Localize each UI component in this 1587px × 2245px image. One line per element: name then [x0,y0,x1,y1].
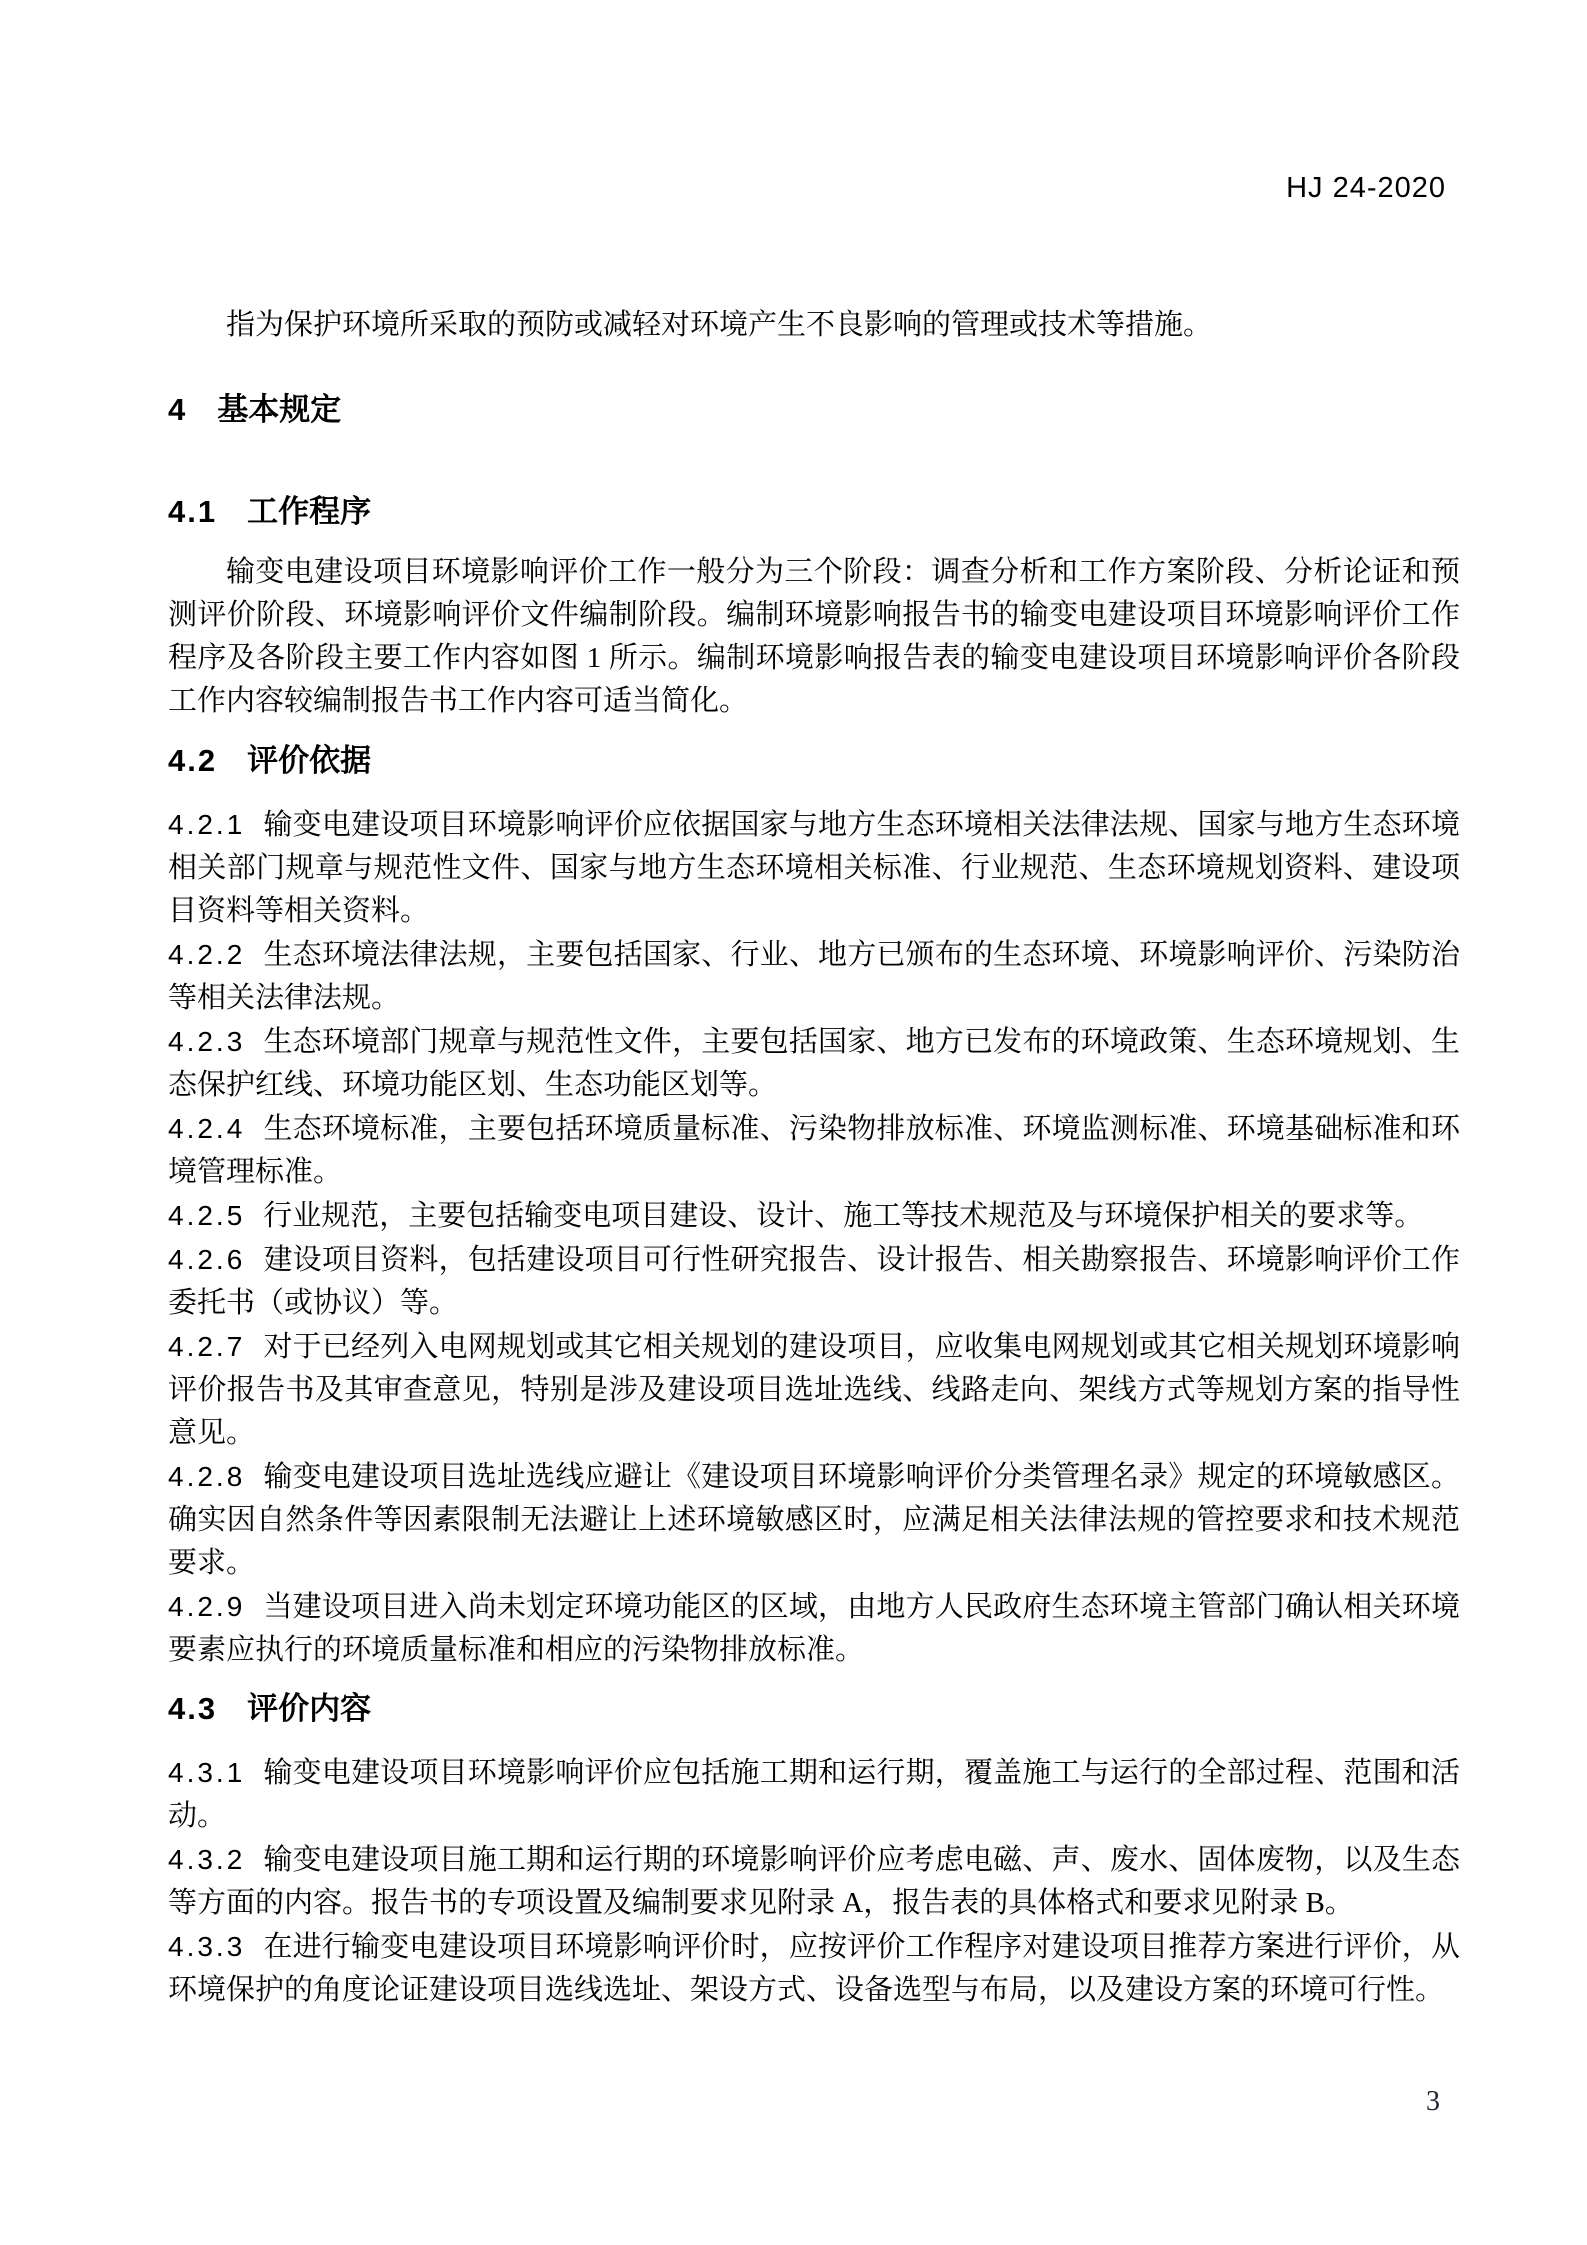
clause-number: 4.3.3 [168,1931,246,1962]
clause-number: 4.2.3 [168,1026,246,1057]
clause-number: 4.2.2 [168,939,246,970]
section-number-4-2: 4.2 [168,743,218,778]
page-number: 3 [1426,2086,1440,2117]
section-4-2-clauses [168,803,1460,1672]
clause-number: 4.2.8 [168,1461,246,1492]
section-number-4-3: 4.3 [168,1691,218,1726]
clause-4-3-3 [168,1925,1460,2012]
clause-4-3-2 [168,1838,1460,1925]
clause-text: 生态环境部门规章与规范性文件，主要包括国家、地方已发布的环境政策、生态环境规划、生态保护红线、环境功能区划、生态功能区划等。 [168,1026,1460,1101]
clause-4-2-8 [168,1455,1460,1585]
clause-text: 生态环境标准，主要包括环境质量标准、污染物排放标准、环境监测标准、环境基础标准和环境管理标准。 [168,1113,1460,1188]
section-number-4-1: 4.1 [168,494,218,529]
section-heading-4-2 [168,740,1460,782]
section-heading-4-3 [168,1688,1460,1730]
doc-header [168,0,1460,204]
clause-text: 生态环境法律法规，主要包括国家、行业、地方已颁布的生态环境、环境影响评价、污染防治等相关法律法规。 [168,939,1460,1014]
clause-text: 输变电建设项目施工期和运行期的环境影响评价应考虑电磁、声、废水、固体废物，以及生态等方面的内容。报告书的专项设置及编制要求见附录 A，报告表的具体格式和要求见附录 B。 [168,1844,1460,1919]
section-heading-4-1 [168,491,1460,533]
clause-number: 4.2.4 [168,1113,246,1144]
intro-paragraph: 指为保护环境所采取的预防或减轻对环境产生不良影响的管理或技术等措施。 [226,309,1213,341]
clause-number: 4.2.6 [168,1244,246,1275]
clause-number: 4.2.5 [168,1200,246,1231]
chapter-title: 基本规定 [217,392,342,427]
clause-text: 输变电建设项目环境影响评价应包括施工期和运行期，覆盖施工与运行的全部过程、范围和活动。 [168,1757,1460,1832]
clause-4-2-2 [168,933,1460,1020]
clause-text: 建设项目资料，包括建设项目可行性研究报告、设计报告、相关勘察报告、环境影响评价工作委托书（或协议）等。 [168,1244,1460,1319]
section-4-1-paragraph: 输变电建设项目环境影响评价工作一般分为三个阶段：调查分析和工作方案阶段、分析论证和预测评价阶段、环境影响评价文件编制阶段。编制环境影响报告书的输变电建设项目环境影响评价工作程序及各阶段主要工作内容如图 1 所示。编制环境影响报告表的输变电建设项目环境影响评价各阶段工作内容较编制报告书工作内容可适当简化。 [168,556,1460,717]
chapter-number: 4 [168,392,188,427]
clause-text: 当建设项目进入尚未划定环境功能区的区域，由地方人民政府生态环境主管部门确认相关环境要素应执行的环境质量标准和相应的污染物排放标准。 [168,1591,1460,1666]
clause-4-2-3 [168,1020,1460,1107]
clause-text: 在进行输变电建设项目环境影响评价时，应按评价工作程序对建设项目推荐方案进行评价，从环境保护的角度论证建设项目选线选址、架设方式、设备选型与布局，以及建设方案的环境可行性。 [168,1931,1460,2006]
clause-text: 输变电建设项目选址选线应避让《建设项目环境影响评价分类管理名录》规定的环境敏感区。确实因自然条件等因素限制无法避让上述环境敏感区时，应满足相关法律法规的管控要求和技术规范要求。 [168,1461,1460,1579]
clause-number: 4.3.1 [168,1757,246,1788]
clause-4-2-1 [168,803,1460,933]
clause-4-2-5 [168,1194,1460,1238]
clause-4-2-4 [168,1107,1460,1194]
clause-number: 4.3.2 [168,1844,246,1875]
clause-4-3-1 [168,1751,1460,1838]
section-title-4-1: 工作程序 [247,494,372,529]
clause-number: 4.2.1 [168,809,246,840]
clause-number: 4.2.7 [168,1331,246,1362]
clause-text: 对于已经列入电网规划或其它相关规划的建设项目，应收集电网规划或其它相关规划环境影响评价报告书及其审查意见，特别是涉及建设项目选址选线、线路走向、架线方式等规划方案的指导性意见。 [168,1331,1460,1449]
clause-4-2-6 [168,1238,1460,1325]
clause-text: 输变电建设项目环境影响评价应依据国家与地方生态环境相关法律法规、国家与地方生态环境相关部门规章与规范性文件、国家与地方生态环境相关标准、行业规范、生态环境规划资料、建设项目资料等相关资料。 [168,809,1460,927]
clause-number: 4.2.9 [168,1591,246,1622]
standard-number: HJ 24-2020 [1286,172,1446,204]
section-4-3-clauses [168,1751,1460,2012]
chapter-heading [168,389,1460,431]
section-title-4-3: 评价内容 [247,1691,372,1726]
clause-text: 行业规范，主要包括输变电项目建设、设计、施工等技术规范及与环境保护相关的要求等。 [263,1200,1424,1232]
section-title-4-2: 评价依据 [247,743,372,778]
clause-4-2-7 [168,1325,1460,1455]
clause-4-2-9 [168,1585,1460,1672]
